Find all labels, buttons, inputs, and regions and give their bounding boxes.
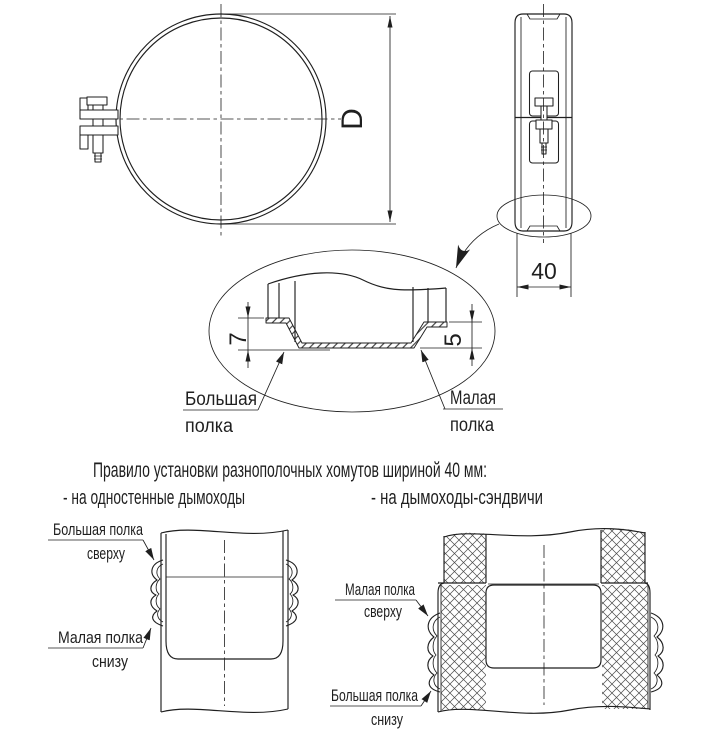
small-flange-height-value: 5 bbox=[440, 333, 467, 347]
sandwich-top-label-line1: Малая полка bbox=[345, 580, 416, 599]
sandwich-diagram bbox=[330, 529, 663, 729]
single-wall-diagram bbox=[48, 520, 298, 712]
single-wall-bottom-callout bbox=[48, 628, 151, 671]
install-rule-title: Правило установки разнополочных хомутов шириной 40 мм: bbox=[93, 459, 487, 482]
clamp-side-view bbox=[456, 4, 591, 297]
big-flange-height-value: 7 bbox=[225, 332, 252, 346]
sandwich-top-label-line2: сверху bbox=[364, 602, 403, 621]
insulation-upper-right bbox=[601, 529, 645, 583]
insulation-upper-left bbox=[444, 533, 486, 583]
flange-detail-view bbox=[183, 250, 503, 437]
sandwich-heading: - на дымоходы-сэндвичи bbox=[371, 487, 543, 509]
width-value: 40 bbox=[531, 258, 557, 284]
single-wall-bottom-label-line2: снизу bbox=[92, 652, 129, 671]
big-flange-label-line2: полка bbox=[185, 416, 234, 437]
single-wall-top-label-line1: Большая полка bbox=[53, 520, 144, 539]
small-flange-label-line1: Малая bbox=[450, 388, 496, 409]
big-flange-label-line1: Большая bbox=[185, 389, 257, 410]
inner-pipe-liner bbox=[486, 585, 601, 668]
sandwich-top-callout bbox=[335, 580, 428, 621]
single-wall-top-callout bbox=[48, 520, 154, 563]
sandwich-bottom-label-line2: снизу bbox=[371, 710, 404, 729]
sandwich-bottom-label-line1: Большая полка bbox=[331, 686, 419, 705]
single-wall-heading: - на одностенные дымоходы bbox=[63, 487, 245, 509]
bolt-lock-assembly bbox=[80, 97, 118, 162]
big-flange-dimension bbox=[225, 302, 330, 368]
clamp-on-sandwich-right bbox=[651, 613, 663, 692]
sandwich-bottom-callout bbox=[330, 686, 431, 729]
clamp-front-view bbox=[80, 4, 396, 236]
width-dimension bbox=[517, 233, 571, 297]
detail-callout-arrow bbox=[456, 224, 499, 268]
small-flange-callout bbox=[421, 350, 503, 436]
insulation-lower-right bbox=[602, 585, 648, 709]
single-wall-top-label-line2: сверху bbox=[87, 544, 126, 563]
small-flange-dimension bbox=[420, 304, 482, 366]
single-wall-bottom-label-line1: Малая полка bbox=[58, 628, 144, 647]
small-flange-label-line2: полка bbox=[450, 415, 495, 436]
insulation-lower-left bbox=[441, 585, 486, 710]
big-flange-callout bbox=[183, 352, 284, 437]
clamp-profile-section bbox=[266, 318, 447, 348]
diameter-label: D bbox=[336, 108, 369, 130]
